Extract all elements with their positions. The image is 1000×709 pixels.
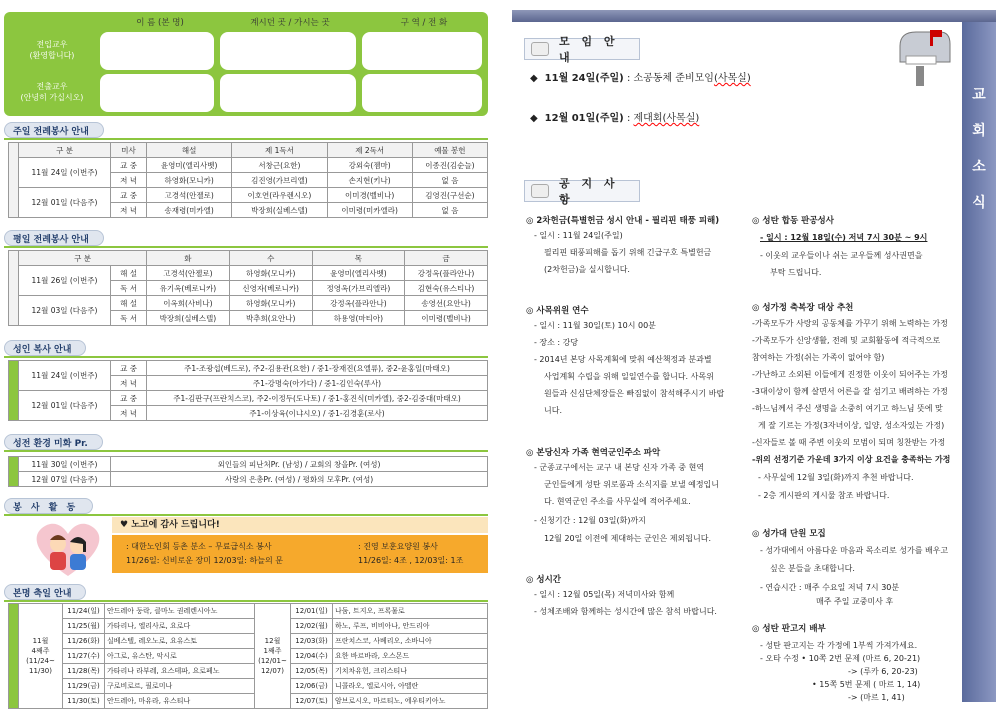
cell: 실베스텔, 레오노로, 요유스토 [105, 634, 255, 649]
cell: 유기옥(베로니카) [147, 281, 230, 296]
cell: 나둠, 트지오, 프록물로 [333, 604, 488, 619]
notice-line: -하느님께서 주신 생명을 소중히 여기고 하느님 뜻에 맞 [752, 404, 943, 413]
notice-line: - 성체조배와 함께하는 성시간에 많은 참석 바랍니다. [534, 607, 717, 616]
table-row [9, 679, 488, 694]
cell: 11/25(월) [63, 619, 105, 634]
notice-line: - 성탄 판고지는 각 가정에 1부씩 가져가세요. [760, 641, 918, 650]
adult-rule [4, 356, 488, 358]
notice-line: • 15쪽 5번 문제 ( 마르 1, 14) [812, 680, 921, 689]
cell: 외인들의 피난처Pr. (남성) / 교회의 창을Pr. (여성) [111, 457, 488, 472]
cell: 윤영미(엘리사벳) [312, 266, 405, 281]
cell: 12/04(수) [291, 649, 333, 664]
cell: 송재령(미카엘) [147, 203, 232, 218]
cell: 11/24(일) [63, 604, 105, 619]
cell: 강정옥(플라안나) [405, 266, 488, 281]
notice-line: 게 잘 기르는 가정(3자녀이상, 입양, 성소자있는 가정) [758, 421, 945, 430]
notice-line: - 일시 : 12월 05일(목) 저녁미사와 함께 [534, 590, 675, 599]
cell: 하영화(모니카) [229, 266, 312, 281]
cell: 구로비로르, 필로미나 [105, 679, 255, 694]
cell: 11월 26일 (이번주) [19, 266, 111, 296]
cell: 송영선(요안나) [405, 296, 488, 311]
notice-line: -3대이상이 함께 살면서 어른을 잘 섬기고 배려하는 가정 [752, 387, 948, 396]
meeting-header-label: 모 임 안 내 [559, 35, 619, 64]
cell: 교 중 [111, 361, 147, 376]
side-char: 회 [972, 123, 986, 139]
cell: 김영진(구선순) [412, 188, 487, 203]
newcomer-box [4, 12, 488, 116]
cell: 해 설 [111, 296, 147, 311]
cell: 암브로시오, 마르티노, 에우티키아노 [333, 694, 488, 709]
notice-line: 필리핀 태풍피해를 돕기 위해 긴급구호 특별헌금 [544, 248, 712, 257]
cell: 하영화(모니카) [229, 296, 312, 311]
cell: 손지현(키나) [327, 173, 412, 188]
meeting-header [524, 35, 640, 64]
cell: 윤영미(엘리사벳) [147, 158, 232, 173]
table-row [9, 188, 488, 203]
th: 미사 [111, 143, 147, 158]
weekday-rule [4, 246, 488, 248]
cell: 요한 바르바라, 오스몬드 [333, 649, 488, 664]
th: 구 분 [19, 251, 147, 266]
table-row [9, 604, 488, 619]
notice-line: - 일시 : 11월 30일(토) 10시 00분 [534, 321, 656, 330]
notice-line: - 일시 : 11월 24일(주일) [534, 231, 623, 240]
cell: 하노, 루프, 비비아나, 안드리아 [333, 619, 488, 634]
table-row [9, 472, 488, 487]
notice-line: 군인들에게 성탄 위로품과 소식지를 보낼 예정입니 [544, 480, 720, 489]
cell: 기치차유헌, 크리스티나 [333, 664, 488, 679]
cell: 11/28(목) [63, 664, 105, 679]
meeting-2-date: 12월 01일(주일) [544, 113, 624, 124]
cell: 12월 07일 (다음주) [19, 472, 111, 487]
cell: 아그로, 유스탄, 악시로 [105, 649, 255, 664]
notice-line: -위의 선정기준 가운데 3가지 이상 요건을 충족하는 가정 [752, 455, 951, 464]
notice-line: 다. 현역군인 주소를 사무실에 적어주세요. [544, 497, 691, 506]
notice-line: - 장소 : 강당 [534, 338, 579, 347]
cell: 교 중 [111, 158, 147, 173]
feast-left-group: 11월 4째주 (11/24~ 11/30) [19, 604, 63, 709]
service-left-title: : 대한노인회 등촌 분소 – 무료급식소 봉사 [126, 542, 272, 551]
cell: 저 녁 [111, 376, 147, 391]
table-row [9, 266, 488, 281]
meeting-2: ◆ 12월 01일(주일) : 제대회(사목실) [530, 113, 700, 124]
table-row [9, 694, 488, 709]
table-row [9, 457, 488, 472]
couple-illustration [28, 516, 108, 580]
th: 해설 [147, 143, 232, 158]
sunday-table [8, 142, 488, 218]
cell: 박장희(실베스텔) [147, 311, 230, 326]
table-row [9, 158, 488, 173]
cell: 12월 01일 (다음주) [19, 391, 111, 421]
thanks-banner: ♥ 노고에 감사 드립니다! [112, 517, 488, 533]
meeting-1: ◆ 11월 24일(주일) : 소공동체 준비모임(사목실) [530, 73, 751, 84]
notice-line: -> (마르 1, 41) [848, 693, 905, 702]
notice-title: ◎ 성탄 합동 판공성사 [752, 216, 834, 226]
cell: 가타리나 라부레, 요스테파, 요로페노 [105, 664, 255, 679]
feast-right-group: 12월 1째주 (12/01~ 12/07) [255, 604, 291, 709]
notice-line: - 성가대에서 아름다운 마음과 목소리로 성가를 배우고 [760, 546, 949, 555]
cell: 강외숙(젬마) [327, 158, 412, 173]
cell: 12/02(월) [291, 619, 333, 634]
notice-line: 12월 20일 이전에 제대하는 군인은 제외됩니다. [544, 534, 711, 543]
cell: 신영자(베로니카) [229, 281, 312, 296]
cell: 11/30(토) [63, 694, 105, 709]
cell: 11월 24일 (이번주) [19, 361, 111, 391]
newcomer-in-label: 전입교우 (환영합니다) [10, 30, 94, 70]
notice-line: - 2층 게시판의 게시물 참조 바랍니다. [758, 491, 890, 500]
cell: 고경석(안젤로) [147, 188, 232, 203]
cell: 12월 01일 (다음주) [19, 188, 111, 218]
service-box [112, 535, 488, 573]
table-row [9, 649, 488, 664]
notice-line: - 사무실에 12월 3일(화)까지 추천 바랍니다. [758, 473, 914, 482]
cell: 고경석(안젤로) [147, 266, 230, 281]
side-bar [962, 22, 996, 702]
col-origin-header: 계시던 곳 / 가시는 곳 [250, 18, 330, 28]
th: 화 [147, 251, 230, 266]
cell: 사랑의 은총Pr. (여성) / 평화의 모후Pr. (여성) [111, 472, 488, 487]
newcomer-in-origin-cell[interactable] [220, 32, 356, 70]
notice-line: - 2014년 본당 사목계획에 맞춰 예산책정과 분과별 [534, 355, 712, 364]
col-zone-header: 구 역 / 전 화 [400, 18, 448, 28]
notice-line: - 이웃의 교우들이나 쉬는 교우들께 성사권면을 [760, 251, 923, 260]
notice-line: -가족모두가 신앙생활, 전례 및 교회활동에 적극적으로 [752, 336, 941, 345]
sunday-title: 주일 전례봉사 안내 [4, 122, 104, 138]
notice-line: 니다. [544, 406, 562, 415]
weekday-title: 평일 전례봉사 안내 [4, 230, 104, 246]
notice-title: ◎ 성가대 단원 모집 [752, 529, 826, 539]
feast-rule [4, 600, 488, 602]
cell: 12/01(일) [291, 604, 333, 619]
notice-line: -가족모두가 사랑의 공동체를 가꾸기 위해 노력하는 가정 [752, 319, 948, 328]
cell: 박장희(실베스텔) [232, 203, 327, 218]
cell: 교 중 [111, 391, 147, 406]
cell: 12월 03일 (다음주) [19, 296, 111, 326]
cell: 주1-김판구(프란치스코), 주2-이정두(도나토) / 중1-홍진식(미카엘), 중2-김중대(마태오) [147, 391, 488, 406]
side-char: 교 [972, 87, 986, 103]
cell: 11/27(수) [63, 649, 105, 664]
notice-title: ◎ 성가정 축복장 대상 추천 [752, 303, 854, 313]
meeting-1-text: : 소공동체 준비모임 [623, 73, 714, 84]
th: 금 [405, 251, 488, 266]
cell: 해 설 [111, 266, 147, 281]
cell: 12/07(토) [291, 694, 333, 709]
cell: 11/29(금) [63, 679, 105, 694]
newcomer-out-zone-cell[interactable] [362, 74, 482, 112]
service-right-title: : 진영 보훈요양원 봉사 [358, 542, 438, 551]
notice-line: 부탁 드립니다. [770, 268, 822, 277]
th: 목 [312, 251, 405, 266]
notice-title: ◎ 성시간 [526, 575, 562, 585]
meeting-2-sep: : [623, 113, 634, 124]
cell: 12/06(금) [291, 679, 333, 694]
weekday-table [8, 250, 488, 326]
notice-line: - 군종교구에서는 교구 내 본당 신자 가족 중 현역 [534, 463, 705, 472]
cell: 이호연(라우렌시오) [232, 188, 327, 203]
th: 수 [229, 251, 312, 266]
notice-title: ◎ 사목위원 연수 [526, 306, 589, 316]
cell: 김현숙(유스티나) [405, 281, 488, 296]
table-row [9, 296, 488, 311]
notice-line: 사업계획 수립을 위해 일일연수를 합니다. 사목위 [544, 372, 714, 381]
cell: 11월 24일 (이번주) [19, 158, 111, 188]
table-row [9, 391, 488, 406]
cell: 이옥희(사비나) [147, 296, 230, 311]
col-name-header: 이 름 (본 명) [136, 18, 184, 28]
cell: 하용영(마티아) [312, 311, 405, 326]
cell: 없 음 [412, 173, 487, 188]
notice-line: - 일시 : 12월 18일(수) 저녁 7시 30분 ~ 9시 [760, 233, 928, 242]
person-icon [531, 184, 549, 198]
cell: 저 녁 [111, 203, 147, 218]
notice-line: (2차헌금)을 실시합니다. [544, 265, 630, 274]
cell: 주1-조광섭(베드로), 주2-김용관(요한) / 중1-장재진(요엘류), 중2-윤홍일(마태오) [147, 361, 488, 376]
notice-line: -신자들로 볼 때 주변 이웃의 모범이 되며 칭찬받는 가정 [752, 438, 946, 447]
th: 제 1독서 [232, 143, 327, 158]
adult-title: 성인 복사 안내 [4, 340, 86, 356]
notice-header [524, 177, 640, 206]
feast-title: 본명 축일 안내 [4, 584, 86, 600]
newcomer-out-name-cell[interactable] [100, 74, 214, 112]
cell: 11/26(화) [63, 634, 105, 649]
cell: 이미령(미카엘라) [327, 203, 412, 218]
notice-line: -> (루카 6, 20-23) [848, 667, 918, 676]
cell: 서창근(요한) [232, 158, 327, 173]
cell: 안드레아, 마유라, 유스티나 [105, 694, 255, 709]
cell: 강정옥(플라안나) [312, 296, 405, 311]
service-title: 봉 사 활 동 [4, 498, 93, 514]
table-row [9, 664, 488, 679]
cell: 니콜라오, 엘로시아, 아멜란 [333, 679, 488, 694]
newcomer-out-origin-cell[interactable] [220, 74, 356, 112]
top-bar [512, 10, 996, 22]
meeting-2-place: 제대회(사목실) [633, 113, 700, 124]
cell: 박추희(요안나) [229, 311, 312, 326]
cell: 프란치스코, 사베리오, 소바니아 [333, 634, 488, 649]
cell: 12/05(목) [291, 664, 333, 679]
cell: 하영화(모니카) [147, 173, 232, 188]
newcomer-in-name-cell[interactable] [100, 32, 214, 70]
cell: 김진영(가브리엘) [232, 173, 327, 188]
side-char: 소 [972, 159, 986, 175]
cell: 11월 30일 (이번주) [19, 457, 111, 472]
cell: 저 녁 [111, 406, 147, 421]
service-left-line: 11/26일: 신비로운 장미 12/03일: 하늘의 문 [126, 556, 283, 565]
cell: 교 중 [111, 188, 147, 203]
cell: 이종진(김순늘) [412, 158, 487, 173]
person-icon [531, 42, 549, 56]
notice-line: - 연습시간 : 매주 수요일 저녁 7시 30분 [760, 583, 900, 592]
notice-line: 싶은 분들을 초대합니다. [770, 564, 855, 573]
meeting-1-place: (사목실) [713, 73, 751, 84]
newcomer-in-zone-cell[interactable] [362, 32, 482, 70]
notice-line: 원들과 신심단체장들은 빠짐없이 참석해주시기 바랍 [544, 389, 725, 398]
notice-line: - 오타 수정 • 10쪽 2번 문제 (마르 6, 20-21) [760, 654, 921, 663]
cell: 가타리나, 엘리사로, 요로다 [105, 619, 255, 634]
cell: 이미경(벨비나) [327, 188, 412, 203]
cell: 독 서 [111, 311, 147, 326]
cell: 없 음 [412, 203, 487, 218]
cell: 주1-강명숙(아가다) / 중1-김인숙(루사) [147, 376, 488, 391]
table-row [9, 361, 488, 376]
notice-header-label: 공 지 사 항 [559, 177, 619, 206]
th: 구 분 [19, 143, 111, 158]
notice-line: 참여하는 가정(쉬는 가족이 없어야 함) [752, 353, 885, 362]
notice-title: ◎ 성탄 판고지 배부 [752, 624, 826, 634]
notice-title: ◎ 2차헌금(특별헌금 성시 안내 - 필리핀 태풍 피해) [526, 216, 720, 226]
notice-title: ◎ 본당신자 가족 현역군인주소 파악 [526, 448, 661, 458]
beauty-title: 성전 환경 미화 Pr. [4, 434, 103, 450]
service-right-line: 11/26일: 4조 , 12/03일: 1조 [358, 556, 464, 565]
sunday-rule [4, 138, 488, 140]
cell: 정영옥(가브리엘라) [312, 281, 405, 296]
th: 제 2독서 [327, 143, 412, 158]
th: 예물 봉헌 [412, 143, 487, 158]
cell: 이미령(벨비나) [405, 311, 488, 326]
cell: 독 서 [111, 281, 147, 296]
notice-line: 매주 주일 교중미사 후 [816, 597, 894, 606]
table-row [9, 619, 488, 634]
mailbox-icon [892, 26, 954, 88]
newcomer-out-label: 전출교우 (안녕히 가십시오) [10, 72, 94, 112]
notice-line: - 신청기간 : 12월 03일(화)까지 [534, 516, 646, 525]
cell: 안드레아 둥락, 클마노 권레렌시아노 [105, 604, 255, 619]
side-char: 식 [972, 195, 986, 211]
beauty-rule [4, 450, 488, 452]
meeting-1-date: 11월 24일(주일) [544, 73, 624, 84]
feast-table [8, 603, 488, 709]
notice-line: -가난하고 소외된 이들에게 진정한 이웃이 되어주는 가정 [752, 370, 948, 379]
cell: 저 녁 [111, 173, 147, 188]
beauty-table [8, 456, 488, 487]
table-row [9, 634, 488, 649]
cell: 주1-이상육(이냐시오) / 중1-김경훈(로사) [147, 406, 488, 421]
cell: 12/03(화) [291, 634, 333, 649]
adult-table [8, 360, 488, 421]
